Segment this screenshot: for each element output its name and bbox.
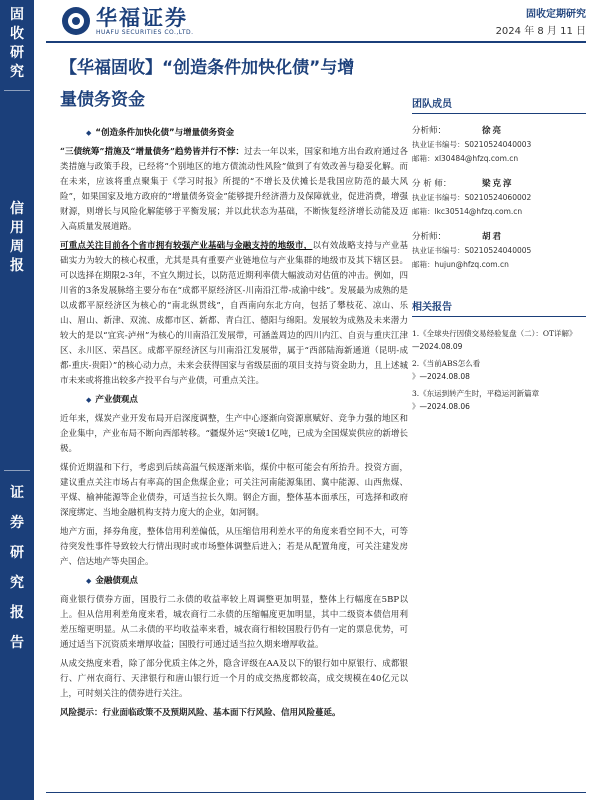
sidebar (0, 0, 34, 800)
sidebar-bottom-label: 证券研究报告 (10, 485, 24, 651)
related-report-text: 1.《全球央行因债交易经验复盘（二）：OT详解》 (412, 329, 577, 338)
analyst-name: 徐亮 (482, 126, 504, 136)
team-title: 团队成员 (412, 95, 586, 114)
email-link[interactable]: xl30484@hfzq.com.cn (434, 154, 519, 163)
sidebar-divider (4, 90, 30, 91)
analyst-role: 分 析 师： (412, 179, 452, 189)
paragraph: 近年来，煤炭产业开发布局开启深度调整，生产中心逐渐向资源禀赋好、竞争力强的地区和企业集中，产业布局不断向西部转移。“疆煤外运”突破1亿吨，已成为全国煤炭供应的新增长极。 (60, 414, 408, 454)
report-title (60, 52, 400, 116)
email-link[interactable]: lkc30514@hfzq.com.cn (434, 207, 523, 216)
related-report-date: —2024.08.09 (412, 342, 463, 351)
related-report-text: 3.《东运到转产生时，平稳运河新篇章 (412, 389, 540, 398)
related-report-item[interactable] (412, 387, 586, 413)
cert-number: S0210524040005 (464, 246, 532, 255)
cert-number: S0210524040003 (464, 140, 532, 149)
related-report-date: 》—2024.08.06 (412, 402, 470, 411)
report-title-line1: 【华福固收】“创造条件加快化债”与增 (60, 58, 355, 78)
related-report-item[interactable] (412, 357, 586, 383)
company-logo (62, 5, 194, 37)
logo-emblem-icon (62, 7, 90, 35)
paragraph: 从成交热度来看，除了部分优质主体之外，隐含评级在AA及以下的银行如中原银行、成都银行、广州农商行、天津银行和唐山银行近一个月的成交热度都较高，成交规模在40亿元以上，可时刻关注的债券进行关注。 (60, 659, 408, 699)
related-reports-title: 相关报告 (412, 298, 586, 317)
analyst-card (412, 230, 586, 272)
paragraph (60, 239, 408, 389)
risk-warning (60, 706, 408, 721)
cert-label: 执业证书编号： (412, 140, 465, 149)
section-heading: ◆ 产业债观点 (86, 393, 408, 408)
email-link[interactable]: hujun@hfzq.com.cn (434, 260, 509, 269)
cert-label: 执业证书编号： (412, 246, 465, 255)
email-label: 邮箱： (412, 207, 435, 216)
paragraph: 煤价近期温和下行，考虑到后续高温气候逐渐来临，煤价中枢可能会有所抬升。投资方面，建议重点关注市场占有率高的国企焦煤企业；可关注河南能源集团、冀中能源、山西焦煤、平煤、榆神能源等企业债券，可适当拉长久期。钢企方面，整体基本面承压，可选择和政府深度绑定、当地金融机构支持力度大的企业，如河钢。 (60, 463, 408, 518)
related-report-text: 2.《当前ABS怎么看 (412, 359, 481, 368)
analyst-name: 梁克淳 (482, 179, 514, 189)
paragraph-lead: “三债统筹”措施及“增量债务”趋势皆并行不悖： (60, 147, 245, 157)
section-heading: ◆ “创造条件加快化债”与增量债务资金 (86, 126, 408, 141)
related-report-date: 》—2024.08.08 (412, 372, 470, 381)
risk-text: 行业面临政策不及预期风险、基本面下行风险、信用风险蔓延。 (102, 708, 341, 718)
document-date: 2024 年 8 月 11 日 (495, 26, 586, 37)
analyst-role: 分析师： (412, 232, 447, 242)
document-type: 固收定期研究 (526, 9, 586, 20)
footer-divider (46, 792, 586, 793)
analyst-card (412, 177, 586, 219)
section-heading: ◆ 金融债观点 (86, 574, 408, 589)
paragraph-text: 过去一年以来，国家和地方出台政府通过各类措施与政策手段，已经将“个别地区的地方债流动性风险”做到了有效改善与稳妥化解。而在未来，应该将重点聚集于《学习时报》所提的“不增长及伏摊长是我国应防范的最大风险”，如果国家及地方政府的“增量债务资金”能够提升经济潜力及保障就业，促进消费，增强财源，则增长与风险化解能够于平衡发展；并以此状态为基础，不断恢复经济增长动能及迈入高质量发展道路。 (60, 147, 408, 232)
paragraph-lead: 可重点关注目前各个省市拥有较强产业基础与金融支持的地级市， (60, 241, 313, 251)
related-report-item[interactable] (412, 327, 586, 353)
analyst-card (412, 124, 586, 166)
paragraph: 商业银行债券方面，国股行二永债的收益率较上周调整更加明显，整体上行幅度在5BP以上。但从信用利差角度来看，城农商行二永债的压缩幅度更加明显，其中二级资本债信用利差压缩更明显。从二永债的平均收益率来看，城农商行相较国股行仍有一定的票息优势，可通过适当下沉资质来增厚收益；国股行可通过适当拉久期来增厚收益。 (60, 595, 408, 650)
logo-text-cn: 华福证券 (96, 5, 188, 30)
sidebar-top-label: 固收研究 (10, 7, 24, 80)
paragraph: 地产方面，择券角度，整体信用利差偏低，从压缩信用利差水平的角度来看空间不大，可等待突发性事件导致较大行情出现时或市场整体调整后进入；若是从配置角度，可关注建发房产、信达地产等央国企。 (60, 527, 408, 567)
email-label: 邮箱： (412, 260, 435, 269)
sidebar-divider (4, 470, 30, 471)
logo-text-en: HUAFU SECURITIES CO.,LTD. (96, 28, 194, 36)
report-body (60, 122, 408, 725)
analyst-name: 胡君 (482, 232, 504, 242)
email-label: 邮箱： (412, 154, 435, 163)
cert-number: S0210524060002 (464, 193, 532, 202)
paragraph (60, 145, 408, 235)
risk-label: 风险提示： (60, 708, 103, 718)
sidebar-mid-label: 信用周报 (10, 201, 24, 274)
report-title-line2: 量债务资金 (60, 90, 145, 110)
paragraph-text: 以有效战略支持与产业基础实力为较大的核心权重，尤其是具有重要产业链地位与产业集群的地级市及其下辖区县。可以选择在期限2-3年，不宜久期过长，以防范近期利率债大幅波动对估值的冲击。例如，四川省的3条发展脉络主要分布在“成都平原经济区-川南沿江带-成渝中线”。发展最为成熟的是以成都平原经济区为核心的“南北纵贯线”，自西南向东北方向，包括了攀枝花、凉山、乐山、眉山、新津、双流、成都市区、新都、青白江、德阳与绵阳。发展较为成熟及未来潜力较大的是以“宜宾-泸州”为核心的川南沿江发展带，可涵盖周边的四川内江、自贡与重庆江津区、永川区、荣昌区。成都平原经济区与川南沿江发展带，属于“西部陆海新通道（昆明-成都-重庆-贵阳）”的核心动力点，未来会获得国家与省级层面的项目支持与资金助力，且上述城市未来或将推出较多产投平台与产业债，可重点关注。 (60, 241, 408, 386)
analyst-role: 分析师： (412, 126, 447, 136)
cert-label: 执业证书编号： (412, 193, 465, 202)
header-divider (46, 41, 586, 43)
right-column (412, 95, 586, 417)
